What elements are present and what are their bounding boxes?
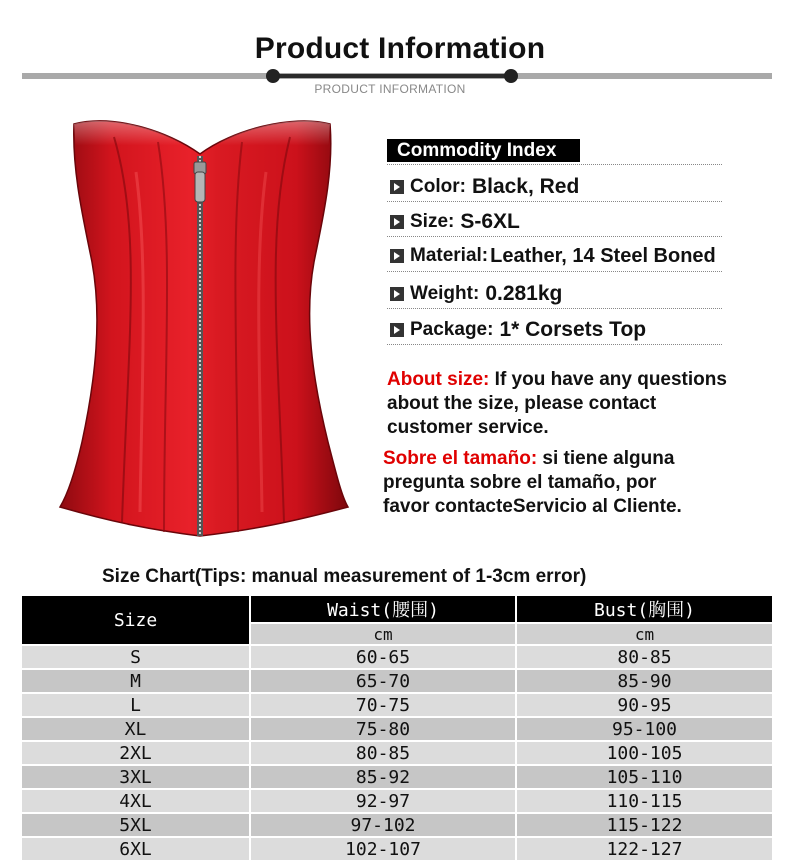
page-title: Product Information (254, 32, 546, 65)
size-chart-title: Size Chart(Tips: manual measurement of 1-3cm error) (102, 566, 587, 587)
column-header-bust: Bust(胸围) (516, 595, 773, 623)
spec-value: S-6XL (460, 210, 520, 233)
cell-size: XL (21, 717, 250, 741)
note-label: About size: (387, 369, 490, 390)
spec-label: Package: (410, 319, 494, 340)
spec-weight (390, 280, 562, 308)
arrow-bullet-icon (390, 180, 404, 194)
column-header-waist: Waist(腰围) (250, 595, 516, 623)
unit-waist: cm (250, 623, 516, 645)
cell-waist: 75-80 (250, 717, 516, 741)
size-note-english (387, 368, 727, 440)
cell-waist: 80-85 (250, 741, 516, 765)
cell-size: 2XL (21, 741, 250, 765)
table-row (21, 717, 773, 741)
spec-value: Black, Red (471, 175, 580, 198)
note-label: Sobre el tamaño: (383, 448, 538, 469)
spec-size (390, 208, 520, 236)
cell-waist: 70-75 (250, 693, 516, 717)
cell-size: 6XL (21, 837, 250, 861)
divider (387, 308, 722, 309)
cell-waist: 102-107 (250, 837, 516, 861)
spec-label: Size: (410, 211, 455, 232)
size-note-spanish (383, 447, 682, 519)
unit-bust: cm (516, 623, 773, 645)
spec-value: 0.281kg (485, 282, 563, 305)
cell-bust: 115-122 (516, 813, 773, 837)
column-header-size: Size (21, 595, 250, 645)
underline-dot-left (266, 69, 280, 83)
arrow-bullet-icon (390, 215, 404, 229)
cell-size: S (21, 645, 250, 669)
spec-label: Color: (410, 176, 466, 197)
size-chart-table (20, 594, 774, 862)
table-row (21, 813, 773, 837)
cell-bust: 105-110 (516, 765, 773, 789)
note-text: si tiene alguna (537, 448, 675, 469)
spec-package (390, 316, 646, 344)
note-text: about the size, please contact (387, 393, 657, 414)
cell-bust: 90-95 (516, 693, 773, 717)
cell-waist: 92-97 (250, 789, 516, 813)
divider (387, 201, 722, 202)
arrow-bullet-icon (390, 287, 404, 301)
arrow-bullet-icon (390, 249, 404, 263)
page-subtitle: PRODUCT INFORMATION (314, 82, 466, 96)
cell-bust: 110-115 (516, 789, 773, 813)
underline-dot-right (504, 69, 518, 83)
arrow-bullet-icon (390, 323, 404, 337)
table-row (21, 837, 773, 861)
commodity-index-heading: Commodity Index (387, 139, 580, 162)
cell-size: 5XL (21, 813, 250, 837)
cell-waist: 60-65 (250, 645, 516, 669)
divider (387, 164, 722, 165)
table-row (21, 789, 773, 813)
spec-value: Leather, 14 Steel Boned (490, 244, 716, 267)
cell-waist: 97-102 (250, 813, 516, 837)
cell-bust: 95-100 (516, 717, 773, 741)
spec-value: 1* Corsets Top (499, 318, 647, 341)
cell-size: M (21, 669, 250, 693)
cell-bust: 122-127 (516, 837, 773, 861)
table-row (21, 741, 773, 765)
cell-size: L (21, 693, 250, 717)
table-row (21, 693, 773, 717)
spec-label: Weight: (410, 283, 480, 304)
table-row (21, 669, 773, 693)
cell-waist: 65-70 (250, 669, 516, 693)
note-text: customer service. (387, 417, 549, 438)
table-row (21, 645, 773, 669)
divider (387, 271, 722, 272)
note-text: favor contacteServicio al Cliente. (383, 496, 682, 517)
divider (387, 236, 722, 237)
note-text: If you have any questions (489, 369, 727, 390)
divider (387, 344, 722, 345)
spec-label: Material: (410, 245, 489, 266)
cell-bust: 100-105 (516, 741, 773, 765)
cell-size: 3XL (21, 765, 250, 789)
spec-color (390, 173, 579, 201)
note-text: pregunta sobre el tamaño, por (383, 472, 657, 493)
cell-bust: 85-90 (516, 669, 773, 693)
cell-bust: 80-85 (516, 645, 773, 669)
title-underline-center (272, 74, 512, 78)
spec-material (390, 242, 716, 270)
table-row (21, 765, 773, 789)
cell-size: 4XL (21, 789, 250, 813)
cell-waist: 85-92 (250, 765, 516, 789)
red-leather-corset-image (52, 112, 352, 542)
